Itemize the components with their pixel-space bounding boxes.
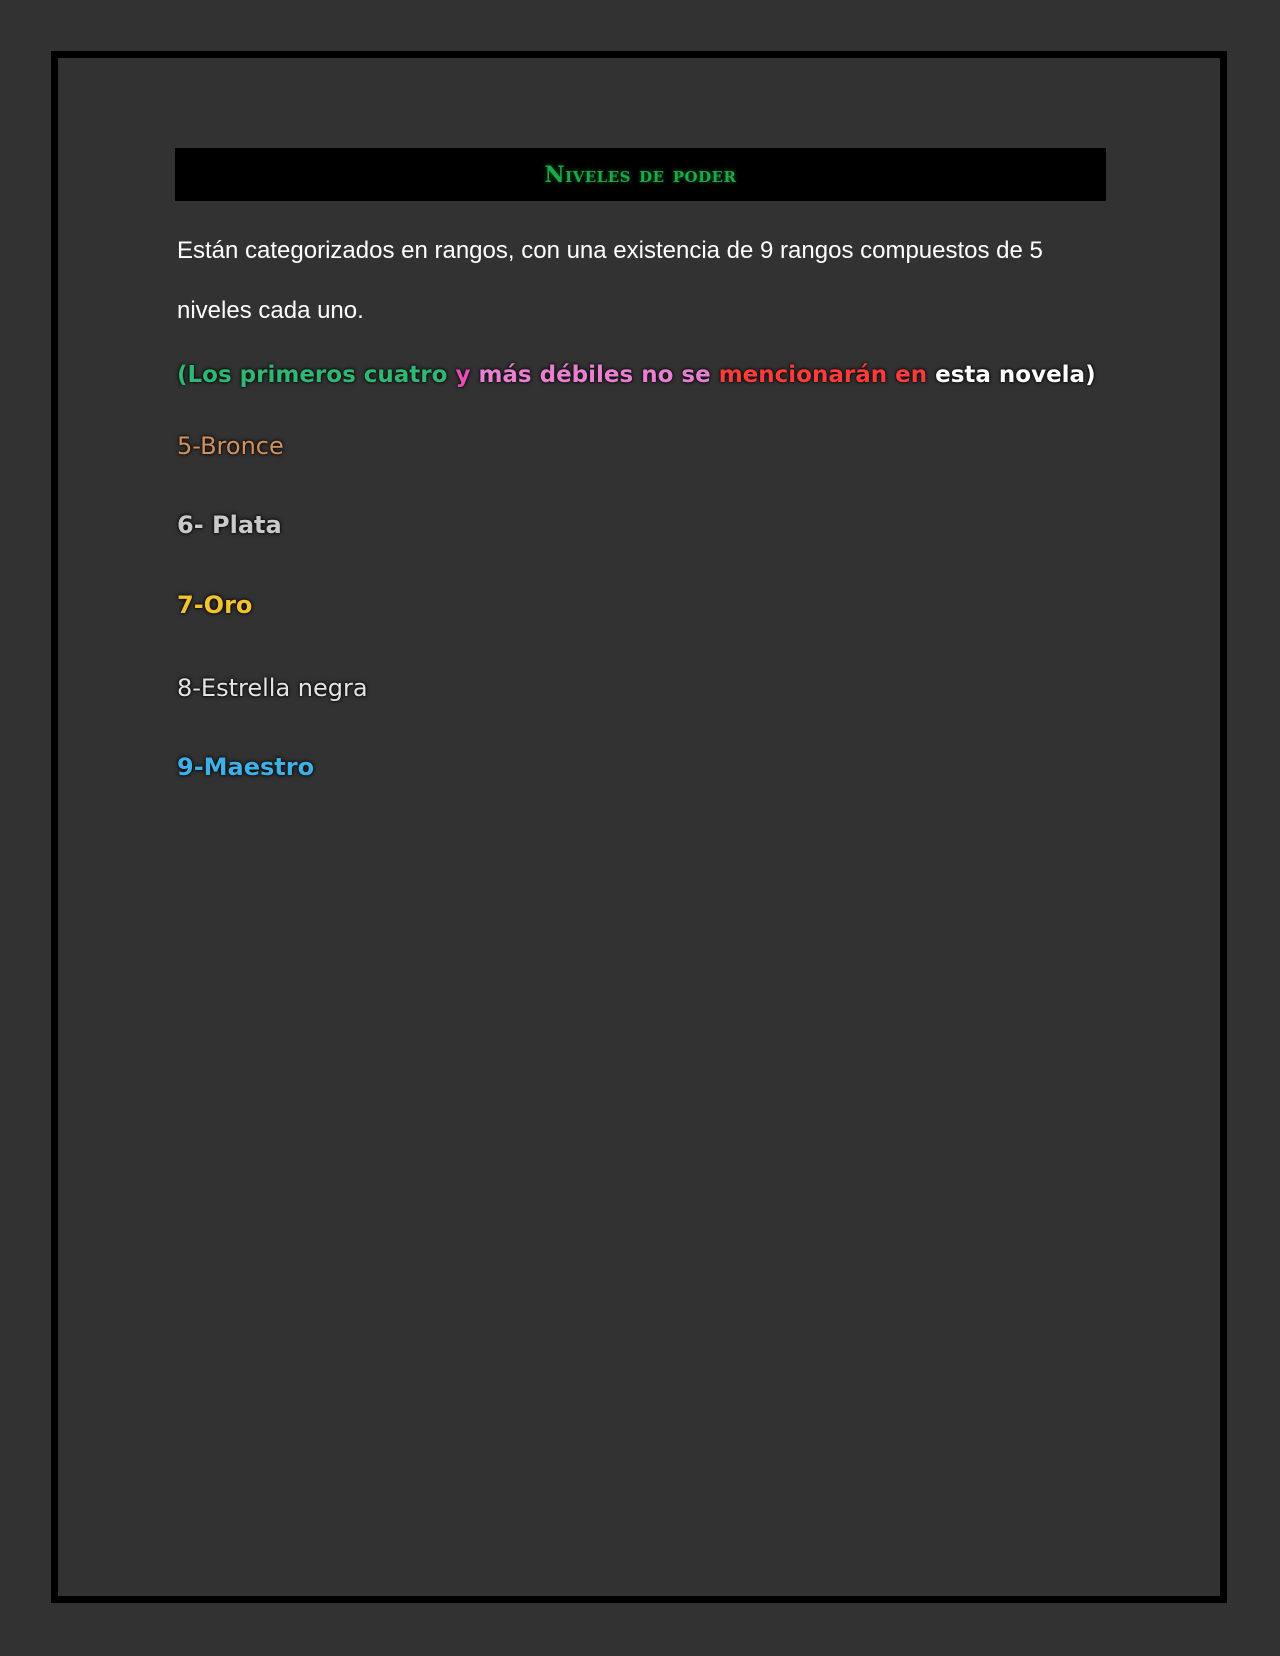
rank-estrella-negra: 8-Estrella negra — [177, 674, 368, 702]
note-segment-3: más débiles no se — [478, 362, 719, 388]
title-bar — [175, 148, 1106, 201]
note-segment-2: y — [455, 362, 479, 388]
note-segment-1: (Los primeros cuatro — [177, 362, 456, 388]
intro-paragraph: Están categorizados en rangos, con una existencia de 9 rangos compuestos de 5 niveles cada uno. — [177, 237, 1043, 324]
note-segment-4: mencionarán en — [718, 362, 936, 388]
rank-oro: 7-Oro — [177, 591, 253, 619]
note-line — [177, 362, 1096, 388]
rank-plata: 6- Plata — [177, 511, 282, 539]
page-title: Niveles de poder — [544, 161, 737, 188]
rank-bronce: 5-Bronce — [177, 432, 284, 460]
rank-maestro: 9-Maestro — [177, 753, 315, 781]
note-segment-5: esta novela) — [935, 362, 1096, 388]
